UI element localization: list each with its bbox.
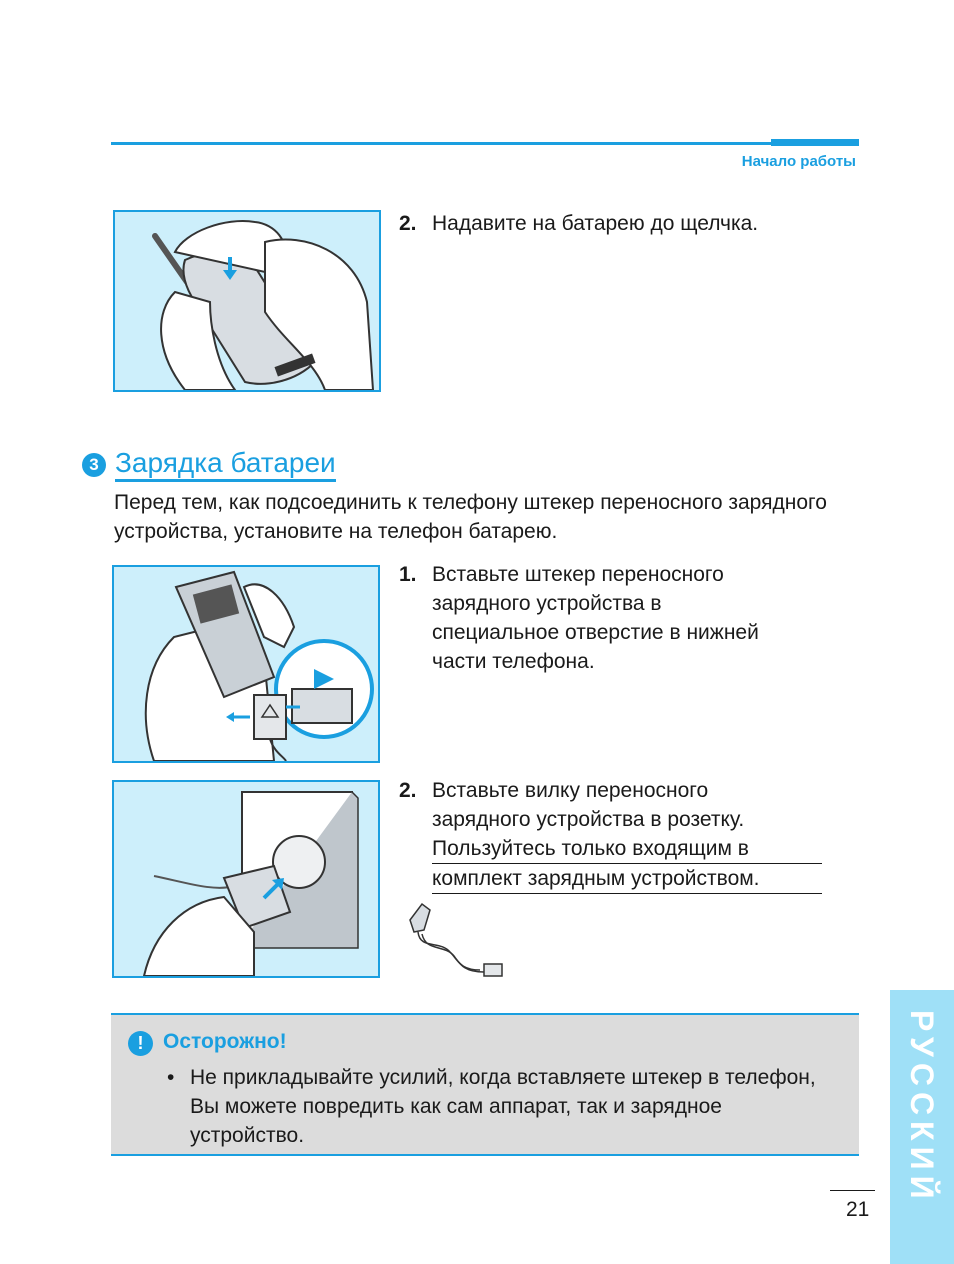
caution-box [111, 1013, 859, 1156]
language-tab-label: РУССКИЙ [904, 1010, 940, 1205]
exclamation-icon: ! [128, 1031, 153, 1056]
section-title: Зарядка батареи [115, 446, 336, 482]
step-number: 2. [399, 212, 417, 235]
travel-charger-illustration [400, 900, 510, 982]
running-title: Начало работы [741, 153, 856, 170]
step-line: зарядного устройства в [432, 592, 662, 615]
battery-press-illustration [113, 210, 381, 392]
caution-title: Осторожно! [163, 1030, 287, 1053]
section-intro: Перед тем, как подсоединить к телефону штекер переносного зарядного устройства, установите на телефон батарею. [114, 491, 827, 543]
step-number: 2. [399, 779, 417, 802]
connector-plug-illustration [112, 565, 380, 763]
step-number: 1. [399, 563, 417, 586]
charger-note-line: Пользуйтесь только входящим в [432, 834, 822, 864]
step-line: Вставьте штекер переносного [432, 563, 724, 586]
step-text [432, 560, 759, 676]
section-number-badge: 3 [82, 453, 106, 477]
step-text: Надавите на батарею до щелчка. [432, 212, 759, 235]
page-number: 21 [846, 1198, 870, 1221]
page-number-rule [830, 1190, 875, 1191]
step-line: специальное отверстие в нижней [432, 621, 759, 644]
step-line: Вставьте вилку переносного [432, 779, 709, 802]
step-insert-connector [399, 560, 839, 690]
charger-note-line: комплект зарядным устройством. [432, 864, 822, 894]
socket-plug-illustration [112, 780, 380, 978]
step-plug-into-socket [399, 776, 839, 896]
bullet: • [167, 1066, 175, 1089]
language-tab [890, 990, 954, 1264]
caution-text: Не прикладывайте усилий, когда вставляете штекер в телефон, Вы можете повредить как сам аппарат, так и зарядное устройство. [190, 1066, 816, 1147]
step-text [432, 776, 822, 894]
header-rule [111, 142, 859, 145]
step-line: части телефона. [432, 650, 595, 673]
header-rule-tab [771, 139, 859, 146]
step-line: зарядного устройства в розетку. [432, 808, 745, 831]
